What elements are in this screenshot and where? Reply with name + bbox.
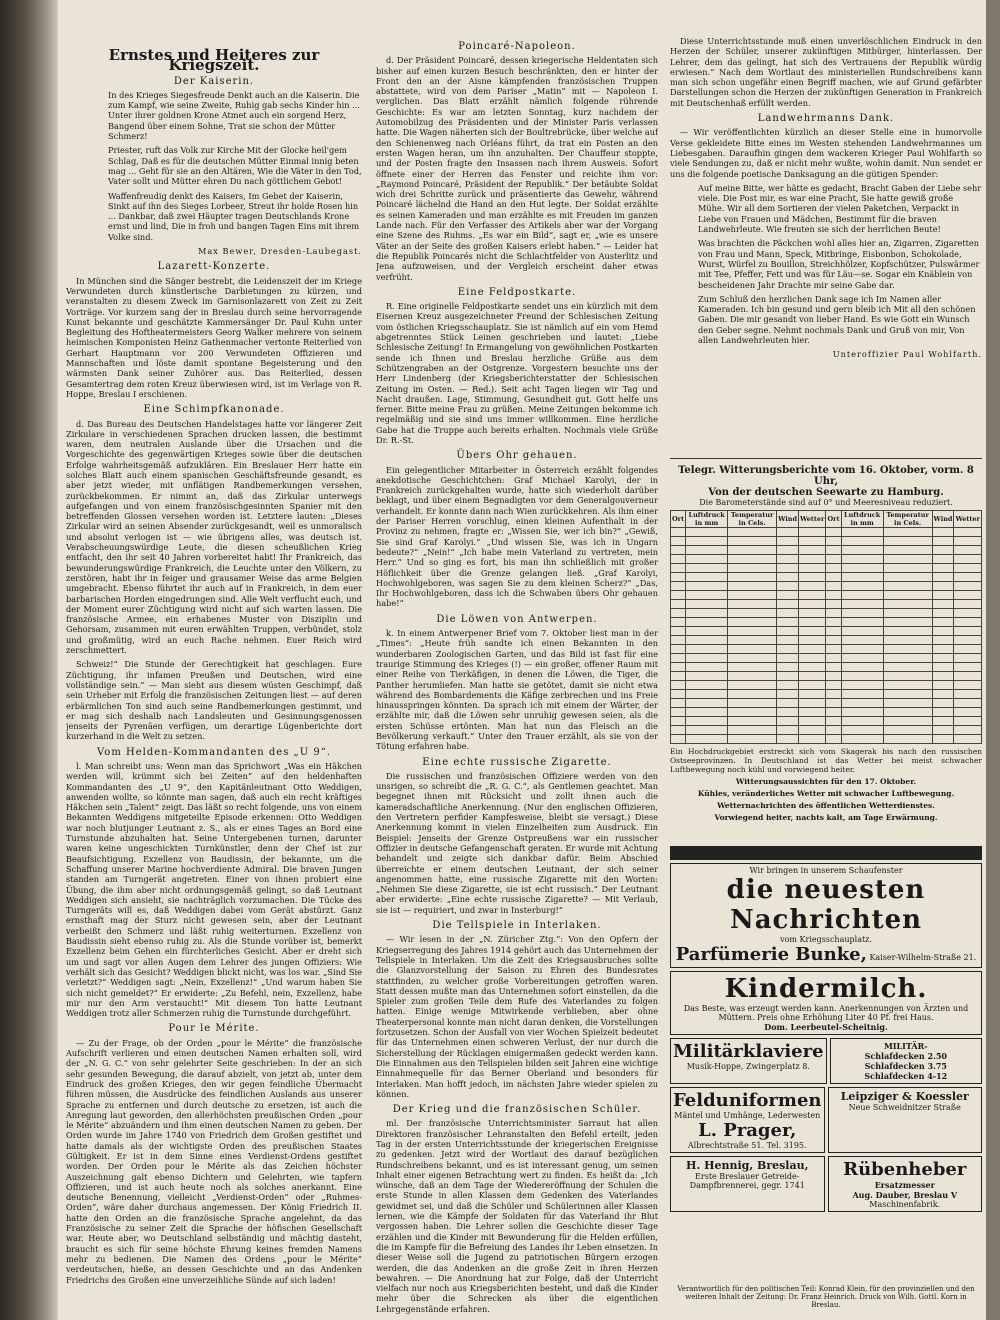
article-text: — Wir lesen in der „N. Züricher Ztg.“: Von den Opfern der Kriegserregung des Jahres 1914 gehört auch das Unternehmen der Tellspiele in Interlaken. Um die Zeit des Kriegsausbruches sollte die Glanzvorstellung der Saison zu Ehren des Bundesrates stattfinden, zu welcher große Vorbereitungen getroffen waren. Statt dessen mußte man das Unternehmen sofort einstellen, da die Spieler zum großen Teile dem Rufe des Vaterlandes zu folgen hatten. Einige wenige Mitwirkende verblieben, aber ohne Theaterpersonal konnte man nicht daran denken, die Vorstellungen fortzusetzen. Schon der Ausfall von vier Wochen Spielzeit bedeutet für das Unternehmen einen schweren Verlust, der nur durch die Sicherstellung der Rücklagen einigermaßen gedeckt werden kann. Die Einnahmen aus den Tellspielen bilden seit Jahren eine wichtige Einnahmequelle für das Berner Oberland und besonders für Interlaken. Man hofft jedoch, im nächsten Jahre wieder spielen zu können. bbox=[376, 934, 658, 1099]
ad-text: Neue Schweidnitzer Straße bbox=[848, 1103, 961, 1112]
article-text: d. Der Präsident Poincaré, dessen kriegerische Heldentaten sich bisher auf einen kurzen Besuch beschränkten, den er hinter der Front den an der Aisne kämpfenden französischen Truppen abstattete, wird von dem Pariser „Matin“ mit — Napoleon I. verglichen. Das Blatt erzählt nämlich folgende rührende Geschichte: Es war am letzten Sonntag, kurz nachdem der Automobilzug des Präsidenten und der Minister Paris verlassen hatte. Die Wagen näherten sich der Boultrebrücke, über welche auf den Schienenweg nach Orléans führt, da trat ein Posten an den ersten Wagen heran, um ihn anzuhalten. Der Chauffeur stoppte, und der Posten fragte den Insassen nach ihrem Ausweis. Sofort öffnete einer der Herren das Fenster und reichte ihm vor: „Raymond Poincaré, Präsident der Republik.“ Der betäubte Soldat wich drei Schritte zurück und präsentierte das Gewehr, während Poincaré lächelnd die Hand an den Hut legte. Der Soldat erzählte es seinen Kameraden und man erzählte es mit Freuden im ganzen Lande nach. Für den Verfasser des Artikels aber war der Vorgang eine Szene des Ruhms. „Es war ein Bild“, sagt er, „wie es unsere Väter an der Seite des großen Kaisers erlebt haben.“ — Leider hat die Republik Poincarés nicht die Schlachtfelder von Austerlitz und Jena aufzuweisen, und der Vergleich erscheint daher etwas verfrüht. bbox=[376, 55, 658, 282]
weather-source: Von der deutschen Seewarte zu Hamburg. bbox=[708, 487, 944, 498]
article-heading: Eine echte russische Zigarette. bbox=[422, 756, 612, 768]
table-header: Ort bbox=[671, 511, 686, 528]
article-heading: Pour le Mérite. bbox=[168, 1023, 260, 1035]
ad-address: Albrechtstraße 51. Tel. 3195. bbox=[687, 1141, 807, 1150]
table-header: Wind bbox=[932, 511, 954, 528]
article-heading: Eine Schimpfkanonade. bbox=[143, 404, 285, 416]
article-heading: Landwehrmanns Dank. bbox=[757, 113, 895, 125]
article-text: ml. Der französische Unterrichtsminister Sarraut hat allen Direktoren französischer Lehranstalten den Befehl erteilt, jeden Tag in der ersten Unterrichtsstunde der kriegerischen Ereignisse zu gedenken. Jetzt wird der Wortlaut des darauf bezüglichen Rundschreibens bekannt, und es ist interessant genug, um seinen Inhalt einer eigenen Betrachtung wert zu finden. Es heißt da: „Ich wünsche, daß an dem Tage der Wiedereröffnung der Schulen die erste Stunde in allen Klassen dem Gedenken des Vaterlandes gewidmet sei, und daß die Schüler und Schülerinnen aller Klassen lernen, wie die Kämpfe der Soldaten für das Vaterland ihr Blut vergossen haben. Die Lehrer sollen die Geschichte dieser Tage erzählen und die Kinder mit Bewunderung für die Helden erfüllen, die im Kampfe für die Befreiung des Landes ihr Leben einsetzen. In dieser Weise soll die Jugend zu patriotischen Bürgern erzogen werden, die das Andenken an die große Zeit in ihren Herzen bewahren. — Die Anordnung hat zur Folge, daß der Unterricht vielfach nur noch aus Kriegsberichten besteht, und daß die Kinder mehr über die Schrecken als über die eigentlichen Lehrgegenstände erfahren. bbox=[376, 1118, 658, 1314]
ad-headline: MILITÄR- bbox=[883, 1041, 928, 1051]
article-heading: Vom Helden-Kommandanten des „U 9“. bbox=[97, 746, 331, 758]
ad-ruebenheber bbox=[828, 1156, 983, 1212]
ad-headline: Rübenheber bbox=[843, 1159, 967, 1180]
poem-stanza: Auf meine Bitte, wer hätte es gedacht, Bracht Gaben der Liebe sehr viele. Die Post mir, es war eine Pracht, Sie hatte gewiß große Mühe. Wir all dem Sortieren der vielen Paketchen, Verpackt in Liebe von Frauen und Mädchen, Bestimmt für die braven Landwehrleute. Wie freuten sie sich der herrlichen Beute! bbox=[698, 182, 982, 235]
ad-hennig bbox=[670, 1156, 825, 1212]
ad-felduniformen bbox=[670, 1087, 825, 1153]
column-2 bbox=[376, 36, 658, 1316]
ad-headline: Leipziger & Koessler bbox=[840, 1090, 969, 1103]
article-heading: Die Löwen von Antwerpen. bbox=[436, 613, 598, 625]
article-text: Diese Unterrichtsstunde muß einen unverlöschlichen Eindruck in den Herzen der Schüler, unserer zukünftigen Mitbürger, hinterlassen. Der Lehrer, dem das gelingt, hat sich des Vertrauens der Republik würdig erwiesen.“ Nach dem Wortlaut des ministeriellen Rundschreibens kann man sich schon ungefähr einen Begriff machen, wie auf Grund gefärbter Darstellungen schon die Herzen der zukünftigen Generation in Frankreich mit Deutschenhaß erfüllt werden. bbox=[670, 36, 982, 108]
poem-stanza: In des Krieges Siegesfreude Denkt auch an die Kaiserin. Die zum Kampf, wie seine Zweite, Ruhig gab sechs Kinder hin ... Unter ihrer goldnen Krone Atmet auch ein sorgend Herz, Bangend über einem Sohne, Trat sie schon der Mütter Schmerz! bbox=[108, 89, 360, 142]
column-3 bbox=[670, 36, 982, 456]
article-text: Schweiz!“ Die Stunde der Gerechtigkeit hat geschlagen. Eure Züchtigung, ihr infamen Preußen und Deutschen, wird eine vollständige sein.“ — Man sieht aus diesem wüsten Geschimpf, daß sein Urheber mit Erfolg die französischen Zeitungen liest — auf deren erbärmlichen Ton sind auch seine Randbemerkungen gestimmt, und er mag sich deshalb nach Landsleuten und Gesinnungsgenossen jenseits der Pyrenäen verfügen, um derartige Lügenberichte dort kurzerhand in die Welt zu setzen. bbox=[66, 659, 362, 742]
weather-note: Ein Hochdruckgebiet erstreckt sich vom Skagerak bis nach den russischen Ostseeprovinzen. In Deutschland ist das Wetter bei meist schwacher Luftbewegung noch kühl und vorwiegend heiter. bbox=[670, 747, 982, 774]
ad-text: Musik-Hoppe, Zwingerplatz 8. bbox=[686, 1062, 810, 1071]
column-1 bbox=[66, 36, 362, 1316]
article-text: k. In einem Antwerpener Brief vom 7. Oktober liest man in der „Times“: „Heute früh sandte ich einen Bekannten in den wunderbaren Zoologischen Garten, und das Bild ist fast für eine traurige Stimmung des Krieges (!) — ein großer, offener Raum mit einer Reihe von Tierkäfigen, in denen die Löwen, die Tiger, die Panther herumliefen. Man hatte sie getötet, damit sie nicht etwa während des Bombardements die Käfige zerbrechen und ins Freie hinausspringen könnten. Da sprach ich mit einem der Wärter, der erzählte mir, daß die Löwen sehr unruhig gewesen seien, als die ersten Schüsse ertönten. Man hat nun das Fleisch an die Bevölkerung verkauft.“ Unter den Trauer erzählt, als sie von der Tötung erfahren habe. bbox=[376, 628, 658, 752]
article-text: R. Eine originelle Feldpostkarte sendet uns ein kürzlich mit dem Eisernen Kreuz ausgezeichneter Freund der Schlesischen Zeitung vom östlichen Kriegsschauplatz. Sie ist nämlich auf ein vom Hemd abgetrenntes Stück Leinen geschrieben und lautet: „Liebe Schlesische Zeitung! In Ermangelung von gewöhnlichen Postkarten sende ich Ihnen und Breslau herzliche Grüße aus dem Schützengraben an der Ostgrenze. Vorgestern besuchte uns der Herr Lindenberg (der Kriegsberichterstatter der Schlesischen Zeitung im Osten. — Red.). Seit acht Tagen liegen wir Tag und Nacht draußen. Lage, Stimmung, Gesundheit gut. Gott helfe uns ferner. Bitte meine Frau zu grüßen. Meine Zeitungen bekomme ich regelmäßig und sie sind uns immer willkommen. Eine herzliche Gabe hat die Truppe auch bereits erhalten. Nochmals viele Grüße Dr. R.-St. bbox=[376, 301, 658, 445]
table-header: Temperatur in Cels. bbox=[728, 511, 777, 528]
poem-stanza: Was brachten die Päckchen wohl alles hier an, Zigarren, Zigaretten von Frau und Mann, Speck, Mitbringe, Eisbonbon, Schokolade, Wurst, Würfel zu Bouillon, Streichhölzer, Kopfschützer, Pulswärmer mit Tee, Pfeffer, Fett und was für Läu—se. Sogar ein Knäblein von bescheidenen Jahr Drachte mir seine Gabe dar. bbox=[698, 238, 980, 290]
article-heading: Übers Ohr gehauen. bbox=[456, 450, 578, 462]
weather-table bbox=[670, 510, 982, 744]
ad-firm: Dom. Leerbeutel-Scheitnig. bbox=[764, 1022, 888, 1032]
table-header: Wetter bbox=[799, 511, 826, 528]
article-text: — Zu der Frage, ob der Orden „pour le Mérite“ die französische Aufschrift verlieren und einen deutschen Namen erhalten soll, wird der „N. G. C.“ von sehr gelehrter Seite geschrieben: In der an sich sehr gesunden Bewegung, die darauf abzielt, von jetzt ab, unter dem Eindruck des großen Krieges, den wir gegen feindliche Übermacht führen müssen, die Ausdrücke des feindlichen Auslands aus unserer Sprache zu entfernen und durch deutsche zu ersetzen, ist auch die Anregung laut geworden, den allerhöchsten preußischen Orden „pour le Mérite“ abzuändern und ihm einen deutschen Namen zu geben. Der Orden wurde im Jahre 1740 von Friedrich dem Großen gestiftet und hatte damals als der wichtigste Orden des preußischen Staates Gültigkeit. Er ist in dem Sinne eines Verdienst-Ordens gestiftet worden. Der Orden pour le Mérite als das Zeichen höchster Auszeichnung galt ebenso Dichtern und Gelehrten, wie tapfern Offizieren, und ist auch heute noch als solches anerkannt. Eine deutsche Benennung, vielleicht „Verdienst-Orden“ oder „Ruhmes-Orden“, wäre daher durchaus angemessen. Der König Friedrich II. hatte den Orden an die französische Sprache angelehnt, da das Französische zu seiner Zeit die Sprache der höfischen Gesellschaft war. Heute aber, wo Deutschland selbständig und mächtig dasteht, braucht es sich für seine höchste Ehrung keines fremden Namens mehr zu bedienen. Die Namen des Ordens „pour le Mérite“ verdeutschen, hieße, an dessen Geschichte und an das Andenken Friedrichs des Großen eine unverzeihliche Sünde auf sich laden! bbox=[66, 1037, 362, 1285]
poem-title: Der Kaiserin. bbox=[173, 75, 255, 87]
divider-bar bbox=[670, 846, 982, 860]
ad-kindermilch bbox=[670, 971, 982, 1035]
ad-text: Mäntel und Umhänge, Lederwesten bbox=[674, 1111, 821, 1120]
poem-landwehrmann bbox=[670, 183, 982, 345]
table-header: Wetter bbox=[954, 511, 982, 528]
table-header: Ort bbox=[826, 511, 841, 528]
poem-signature: Unteroffizier Paul Wohlfarth. bbox=[832, 349, 982, 360]
poem-stanza: Waffenfreudig denkt des Kaisers, Im Gebet der Kaiserin, Sinkt auf ihn des Sieges Lorbeer, Streut ihr holde Rosen hin ... Dankbar, daß zwei Häupter tragen Deutschlands Krone ernst und lind, Die in froh und bangen Tagen Eins mit ihrem Volke sind. bbox=[108, 190, 360, 242]
weather-forecast: Kühles, veränderliches Wetter mit schwacher Luftbewegung. bbox=[697, 789, 955, 798]
weather-service-title: Wetternachrichten des öffentlichen Wetterdienstes. bbox=[717, 801, 935, 810]
article-heading: Eine Feldpostkarte. bbox=[457, 286, 577, 298]
ad-subheadline: Ersatzmesser bbox=[874, 1180, 935, 1190]
poem-signature: Max Bewer, Dresden-Laubegast. bbox=[198, 246, 362, 257]
article-text: In München sind die Sänger bestrebt, die Leidenszeit der im Kriege Verwundeten durch künstlerische Darbietungen zu kürzen, und veranstalten zu diesem Zweck im Garnisonlazarett von Zeit zu Zeit Vorträge. Vor kurzem sang der in Breslau durch seine hervorragende Kunst bekannte und geschätzte Kammersänger Dr. Paul Kuhn unter Begleitung des Hoftheatermeisters Georg Walker mehrere von seinem heimischen Komponisten Heinz Gathenmacher vertonte Reiterlied von Gerhart Hauptmann vor 200 Verwundeten Offizieren und Mannschaften und löste damit spontane Begeisterung und den wärmsten Dank seiner Zuhörer aus. Das Reiterlied, dessen Gesamtertrag dem roten Kreuz überwiesen wird, ist im Verlage von R. Hoppe, Breslau I erschienen. bbox=[66, 275, 362, 399]
imprint-footer: Verantwortlich für den politischen Teil: Konrad Klein, für den provinziellen und den weiteren Inhalt der Zeitung: Dr. Franz Heinrich. Druck von Wilh. Gottl. Korn in Breslau. bbox=[677, 1285, 975, 1309]
ad-text: Das Beste, was erzeugt werden kann. Anerkennungen von Ärzten und Müttern. Preis ohne Erhöhung Liter 40 Pf. frei Haus. bbox=[683, 1004, 969, 1022]
weather-forecast-title: Witterungsaussichten für den 17. Oktober. bbox=[735, 777, 917, 786]
book-binding bbox=[0, 0, 58, 1320]
ad-militaerklaviere bbox=[670, 1038, 827, 1084]
table-header: Temperatur in Cels. bbox=[883, 511, 932, 528]
page-headline: Ernstes und Heiteres zur Kriegszeit. bbox=[108, 46, 320, 75]
ad-headline: H. Hennig, Breslau, bbox=[686, 1159, 809, 1172]
article-text: d. Das Bureau des Deutschen Handelstages hatte vor längerer Zeit Zirkulare in verschiedenen Sprachen drucken lassen, die bestimmt waren, dem neutralen Auslande über die Ursachen und die Vorgeschichte des gegenwärtigen Krieges sowie über die deutschen Erfolge wahrheitsgemäß aufzuklären. Ein Breslauer Herr hatte ein solches Blatt auch einem spanischen Geschäftsfreunde gesandt, es aber jetzt wieder, mit unflätigen Randbemerkungen versehen, zurückbekommen. Er nimmt an, daß das Zirkular unterwegs aufgefangen und von einem französischgesinnten Spanier mit den betreffenden Glossen versehen worden ist. Letztere lauten: „Dieses Zirkular wird an seinen Absender zurückgesandt, weil es unmoralisch und absolut verlogen ist — wie übrigens alles, was deutsch ist. Verabscheuungswürdige Leute, die diesen scheußlichen Krieg entfacht, den ihr seit 40 Jahren vorbereitet habt! Ihr Frankreich, das bewunderungswürdige Frankreich, die Leuchte unter den Völkern, zu zerstören, habt ihr in feiger und grausamer Weise das arme Belgien umgebracht. Ebenso führtet ihr auch auf in Frankreich, in dem euer barbarischen Horden eingedrungen sind. Alle Welt verflucht euch, und der Moment eurer Züchtigung wird nicht auf sich warten lassen. Die französische Armee, ein erhabenes Muster von Disziplin und Gehorsam, zusammen mit euren erwählten Truppen, verbündet, stolz und großmütig, wird an euch Rache nehmen. Euer Reich wird zerschmettert. bbox=[66, 418, 362, 656]
article-text: Die russischen und französischen Offiziere werden von den unsrigen, so schreibt die „R. G. C.“, als Gentlemen geachtet. Man begegnet ihnen mit Rücksicht und zollt ihnen auch die kameradschaftliche Anerkennung. (Nur den englischen Offizieren, den Vertretern perfider Kampfesweise, bleibt sie versagt.) Diese Anerkennung kommt in vielen Einzelheiten zum Ausdruck. Ein Beispiel: Jenseits der Grenze Ostpreußens war ein russischer Offizier in deutsche Gefangenschaft geraten. Er wurde mit Achtung behandelt und zeigte sich dankbar dafür. Beim Abschied überreichte er einem deutschen Leutnant, der sich seiner angenommen hatte, eine russische Zigarette mit den Worten: „Nehmen Sie diese Zigarette, sie ist echt russisch.“ Der Leutnant aber erwiderte: „Eine echte russische Zigarette? — Mit Verlaub, sie ist — requiriert, und zwar in Insterburg!“ bbox=[376, 770, 658, 915]
ad-address: Kaiser-Wilhelm-Straße 21. bbox=[869, 953, 977, 962]
ad-text: Erste Breslauer Getreide-Dampfbrennerei, gegr. 1741 bbox=[689, 1172, 805, 1190]
poem-der-kaiserin bbox=[66, 90, 362, 242]
ad-firm: L. Prager, bbox=[698, 1120, 797, 1141]
article-text: — Wir veröffentlichten kürzlich an dieser Stelle eine in humorvolle Verse gekleidete Bitte eines im Westen stehenden Landwehrmannes um Liebesgaben. Daraufhin gingen dem wackeren Krieger Paul Wohlfarth so viele Sendungen zu, daß er nicht mehr wußte, wohin damit. Nun sendet er uns die folgende poetische Danksagung an die gütigen Spender: bbox=[670, 127, 982, 179]
table-header: Luftdruck in mm bbox=[841, 511, 883, 528]
adjacent-page-edge bbox=[986, 0, 1000, 1320]
ad-headline: Militärklaviere bbox=[673, 1041, 824, 1062]
article-text: Ein gelegentlicher Mitarbeiter in Österreich erzählt folgendes anekdotische Geschichtchen: Graf Michael Karolyi, der in Frankreich zurückgehalten wurde, hatte sich wiederholt darüber beklagt, und über einem Begnadigten vor dem Generalgouverneur verhandelt. Er konnte dann nach Wien zurückkehren. Als ihm einer der Pariser Herren vorschlug, einen kleinen Aufenthalt in der Provinz zu nehmen, fragte er: „Wissen Sie, wer ich bin?“ „Gewiß, Sie sind Graf Karolyi.“ „Und wissen Sie, was ich in Ungarn bedeute?“ „Nein!“ „Ich habe mein Vaterland zu vertreten, mein Herr.“ Und so ging es fort, bis man ihn schließlich mit großer Höflichkeit über die Grenze gelangen ließ. „Graf Karolyi, Hochwohlgeboren, was sagen Sie zu dem kleinen Scherz?“ „Das, Ihr Hochwohlgeboren, dass ich die Schwaben übers Ohr gehauen habe!“ bbox=[376, 464, 658, 609]
article-heading: Lazarett-Konzerte. bbox=[157, 261, 271, 273]
ad-text: Wir bringen in unserem Schaufenster bbox=[749, 866, 903, 875]
ad-text: Maschinenfabrik. bbox=[869, 1200, 941, 1209]
ad-text: vom Kriegsschauplatz. bbox=[780, 935, 872, 944]
table-header: Wind bbox=[777, 511, 799, 528]
poem-stanza: Priester, ruft das Volk zur Kirche Mit der Glocke heil'gem Schlag, Daß es für die deutschen Mütter Einmal innig beten mag ... Geht für sie an den Altären, Wie die Väter in den Tod, Vater sollt und Mütter ehren Du nach göttlichem Gebot! bbox=[108, 145, 362, 187]
ad-line: Schlafdecken 4-12 bbox=[864, 1071, 948, 1081]
table-header: Luftdruck in mm bbox=[686, 511, 728, 528]
advertisements bbox=[670, 843, 982, 1215]
article-heading: Die Tellspiele in Interlaken. bbox=[432, 920, 602, 932]
ad-line: Schlafdecken 2.50 bbox=[864, 1051, 947, 1061]
poem-stanza: Zum Schluß den herzlichen Dank sage ich Im Namen aller Kameraden. Ich bin gesund und gern bleib ich Mit all den schönen Gaben. Die mir gesandt von lieber Hand. Es wie Gott ein Wunsch den Geber segne. Nehmt nochmals Dank und Gruß von mir, Von allen Landwehrleuten hier. bbox=[698, 293, 976, 346]
ad-headline: Kindermilch. bbox=[724, 974, 928, 1004]
article-heading: Der Krieg und die französischen Schüler. bbox=[392, 1104, 642, 1116]
article-heading: Poincaré-Napoleon. bbox=[458, 41, 576, 52]
weather-title: Telegr. Witterungsberichte vom 16. Oktober, vorm. 8 Uhr, bbox=[678, 465, 974, 487]
weather-report bbox=[670, 452, 982, 822]
ad-headline: die neuesten Nachrichten bbox=[726, 875, 926, 935]
ad-line: Schlafdecken 3.75 bbox=[864, 1061, 947, 1071]
ad-headline: Felduniformen bbox=[673, 1090, 822, 1111]
ad-schlafdecken bbox=[830, 1038, 982, 1084]
ad-firm: Aug. Dauber, Breslau V bbox=[852, 1190, 958, 1200]
weather-subtitle: Die Barometerstände sind auf 0° und Meeresniveau reduziert. bbox=[699, 498, 953, 507]
ad-firm: Parfümerie Bunke, bbox=[675, 944, 867, 965]
article-text: l. Man schreibt uns: Wenn man das Sprichwort „Was ein Häkchen werden will, krümmt sich bei Zeiten“ auf den heldenhaften Kommandanten des „U 9“, den Kapitänleutnant Otto Weddigen, anwenden wollte, so könnte man sagen, daß auch ein recht kräftiges Häkchen sein „Talent“ zeigt. Das läßt so recht folgende, uns von einem Bekannten Weddigens mitgeteilte Episode erkennen: Otto Weddigen war noch blutjunger Leutnant z. S., als er eines Tages an Bord eine Turnstunde abzuhalten hat. Seine Untergebenen turnen, darunter waren keine ungeschickten Turnkünstler, denn der Chef ist zur Beaufsichtigung. Exzellenz von Baudissin, der bekannte, um die Schaffung unserer Marine hochverdiente Admiral. Die braven Jungen standen am Turngerät angetreten. Einer von ihnen probiert eine Übung, die ihm aber nicht ordnungsgemäß gelingt, so daß Leutnant Weddigen sich ansieht, sie nachträglich vorzumachen. Die Tücke des Turngeräts will es, daß Weddigen dabei vom Gerät abstürzt. Ganz ernsthaft mag der Sturz nicht gewesen sein, aber der Leutnant verbeißt den Schmerz und läßt ruhig weiterturnen. Exzellenz von Baudissin sieht ebenso ruhig zu. Als die Stunde vorüber ist, bemerkt Exzellenz beim Gehen ein fürchterliches Gesicht. Aber er dreht sich um und sagt vor allen Augen dem Lehrer des jungen Offiziers: Wie verhält sich das Gesicht? Weddigen blickt nicht, was los war. „Sind Sie verletzt?“ Weddigen sagt: „Nein, Exzellenz!“ „Und warum haben Sie sich nicht gemeldet?“ Er erwiderte: „Zu Befehl, nein, Exzellenz, habe mir nur den Arm verstaucht!“ Mit diesem Ton hatte Leutnant Weddigen trotz aller Schmerzen ruhig die Turnstunde durchgeführt. bbox=[66, 761, 362, 1019]
ad-parfuemerie bbox=[670, 863, 982, 968]
ad-leipziger-koessler bbox=[828, 1087, 983, 1153]
weather-outlook: Vorwiegend heiter, nachts kalt, am Tage Erwärmung. bbox=[714, 813, 938, 822]
newspaper-page bbox=[58, 0, 986, 1320]
